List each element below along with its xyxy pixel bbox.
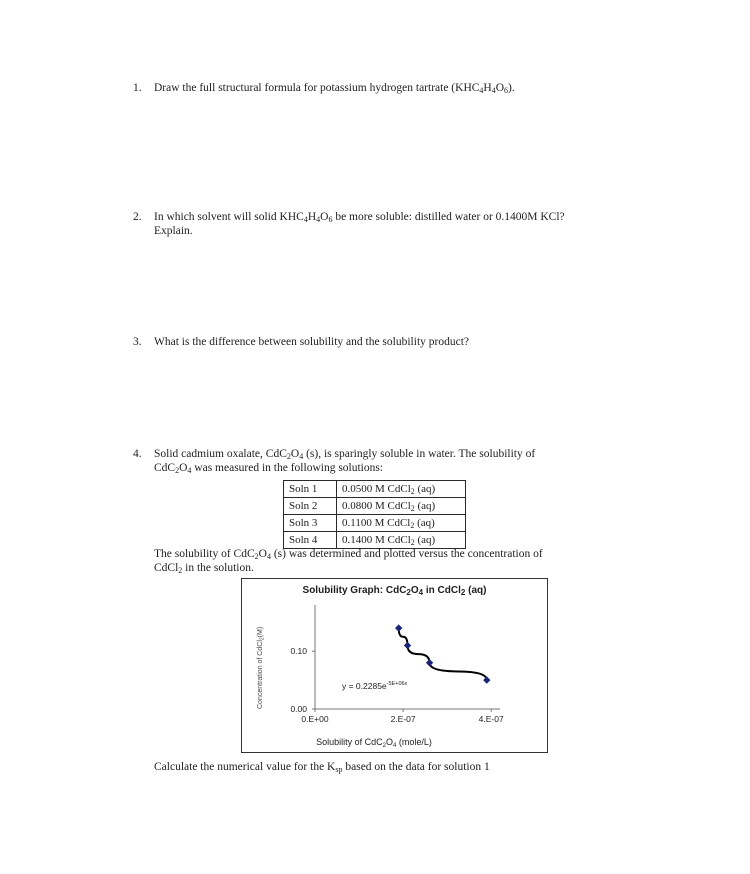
- trendline-label: $y = 0.2285e^{-5E+06x}$: [342, 681, 408, 691]
- question-number: 4.: [133, 448, 142, 460]
- data-point: [483, 676, 490, 683]
- question-number: 1.: [133, 82, 142, 94]
- chart-canvas: [242, 579, 546, 751]
- x-tick-label: 4.E-07: [478, 714, 504, 724]
- final-question: [133, 761, 693, 775]
- data-point: [395, 624, 402, 631]
- solubility-chart: [241, 578, 548, 753]
- y-axis-label: Concentration of CdCl$_2$(M): [257, 626, 266, 709]
- question-text-pre: Draw the full structural formula for potassium hydrogen tartrate (KHC: [154, 82, 480, 94]
- question-text-post: was measured in the following solutions:: [191, 462, 384, 474]
- table-cell-value: 0.1400 M CdCl$_2$ (aq): [337, 532, 466, 549]
- table-cell-label: Soln 1: [284, 481, 337, 498]
- trendline: [399, 628, 487, 680]
- question-text: What is the difference between solubility and the solubility product?: [154, 336, 469, 348]
- x-tick-label: 0.E+00: [301, 714, 329, 724]
- question-1: [133, 82, 693, 96]
- question-text-line1: Solid cadmium oxalate, $CdC_2O_4$ (s), is sparingly soluble in water. The solubility of: [154, 448, 536, 461]
- question-2: [133, 211, 693, 239]
- question-text-pre: In which solvent will solid KHC: [154, 211, 304, 223]
- question-text-line4: CdCl$_2$ in the solution.: [154, 562, 254, 575]
- final-question-text: Calculate the numerical value for the $K_{sp}$ based on the data for solution 1: [154, 761, 490, 774]
- question-text-line3: The solubility of $CdC_2O_4$ (s) was determined and plotted versus the concentration of: [154, 548, 543, 561]
- table-row: [284, 481, 466, 498]
- table-cell-label: Soln 4: [284, 532, 337, 549]
- question-text-line2: Explain.: [154, 225, 193, 237]
- data-point: [426, 659, 433, 666]
- question-number: 3.: [133, 336, 142, 348]
- question-text: In which solvent will solid $KHC_4H_4O_6$ be more soluble: distilled water or 0.1400M KCl?: [154, 211, 565, 224]
- table-cell-label: Soln 2: [284, 498, 337, 515]
- x-axis-label: Solubility of $CdC_2O_4$ (mole/L): [316, 737, 432, 749]
- question-text: Draw the full structural formula for potassium hydrogen tartrate $(KHC_4H_4O_6)$.: [154, 82, 515, 95]
- question-4-continued: [133, 548, 693, 576]
- question-text-post: (s) was determined and plotted versus the concentration of: [270, 548, 543, 560]
- data-point: [404, 642, 411, 649]
- data-points: [395, 624, 490, 683]
- table-row: [284, 498, 466, 515]
- table-cell-value: 0.0500 M CdCl$_2$ (aq): [337, 481, 466, 498]
- chart-title: Solubility Graph: $CdC_2O_4$ in CdCl$_2$ (aq): [302, 585, 487, 597]
- y-tick-label: 0.10: [290, 646, 307, 657]
- question-3: [133, 336, 693, 350]
- question-4: [133, 448, 693, 476]
- x-tick-label: 2.E-07: [390, 714, 416, 724]
- table-row: [284, 515, 466, 532]
- question-number: 2.: [133, 211, 142, 223]
- question-text-post: be more soluble: distilled water or 0.1400M KCl?: [332, 211, 565, 223]
- table-cell-value: 0.1100 M CdCl$_2$ (aq): [337, 515, 466, 532]
- solutions-table: [283, 480, 466, 549]
- y-tick-label: 0.00: [290, 704, 307, 714]
- question-text-line2: $CdC_2O_4$ was measured in the following solutions:: [154, 462, 384, 475]
- table-cell-label: Soln 3: [284, 515, 337, 532]
- table-cell-value: 0.0800 M CdCl$_2$ (aq): [337, 498, 466, 515]
- table-row: [284, 532, 466, 549]
